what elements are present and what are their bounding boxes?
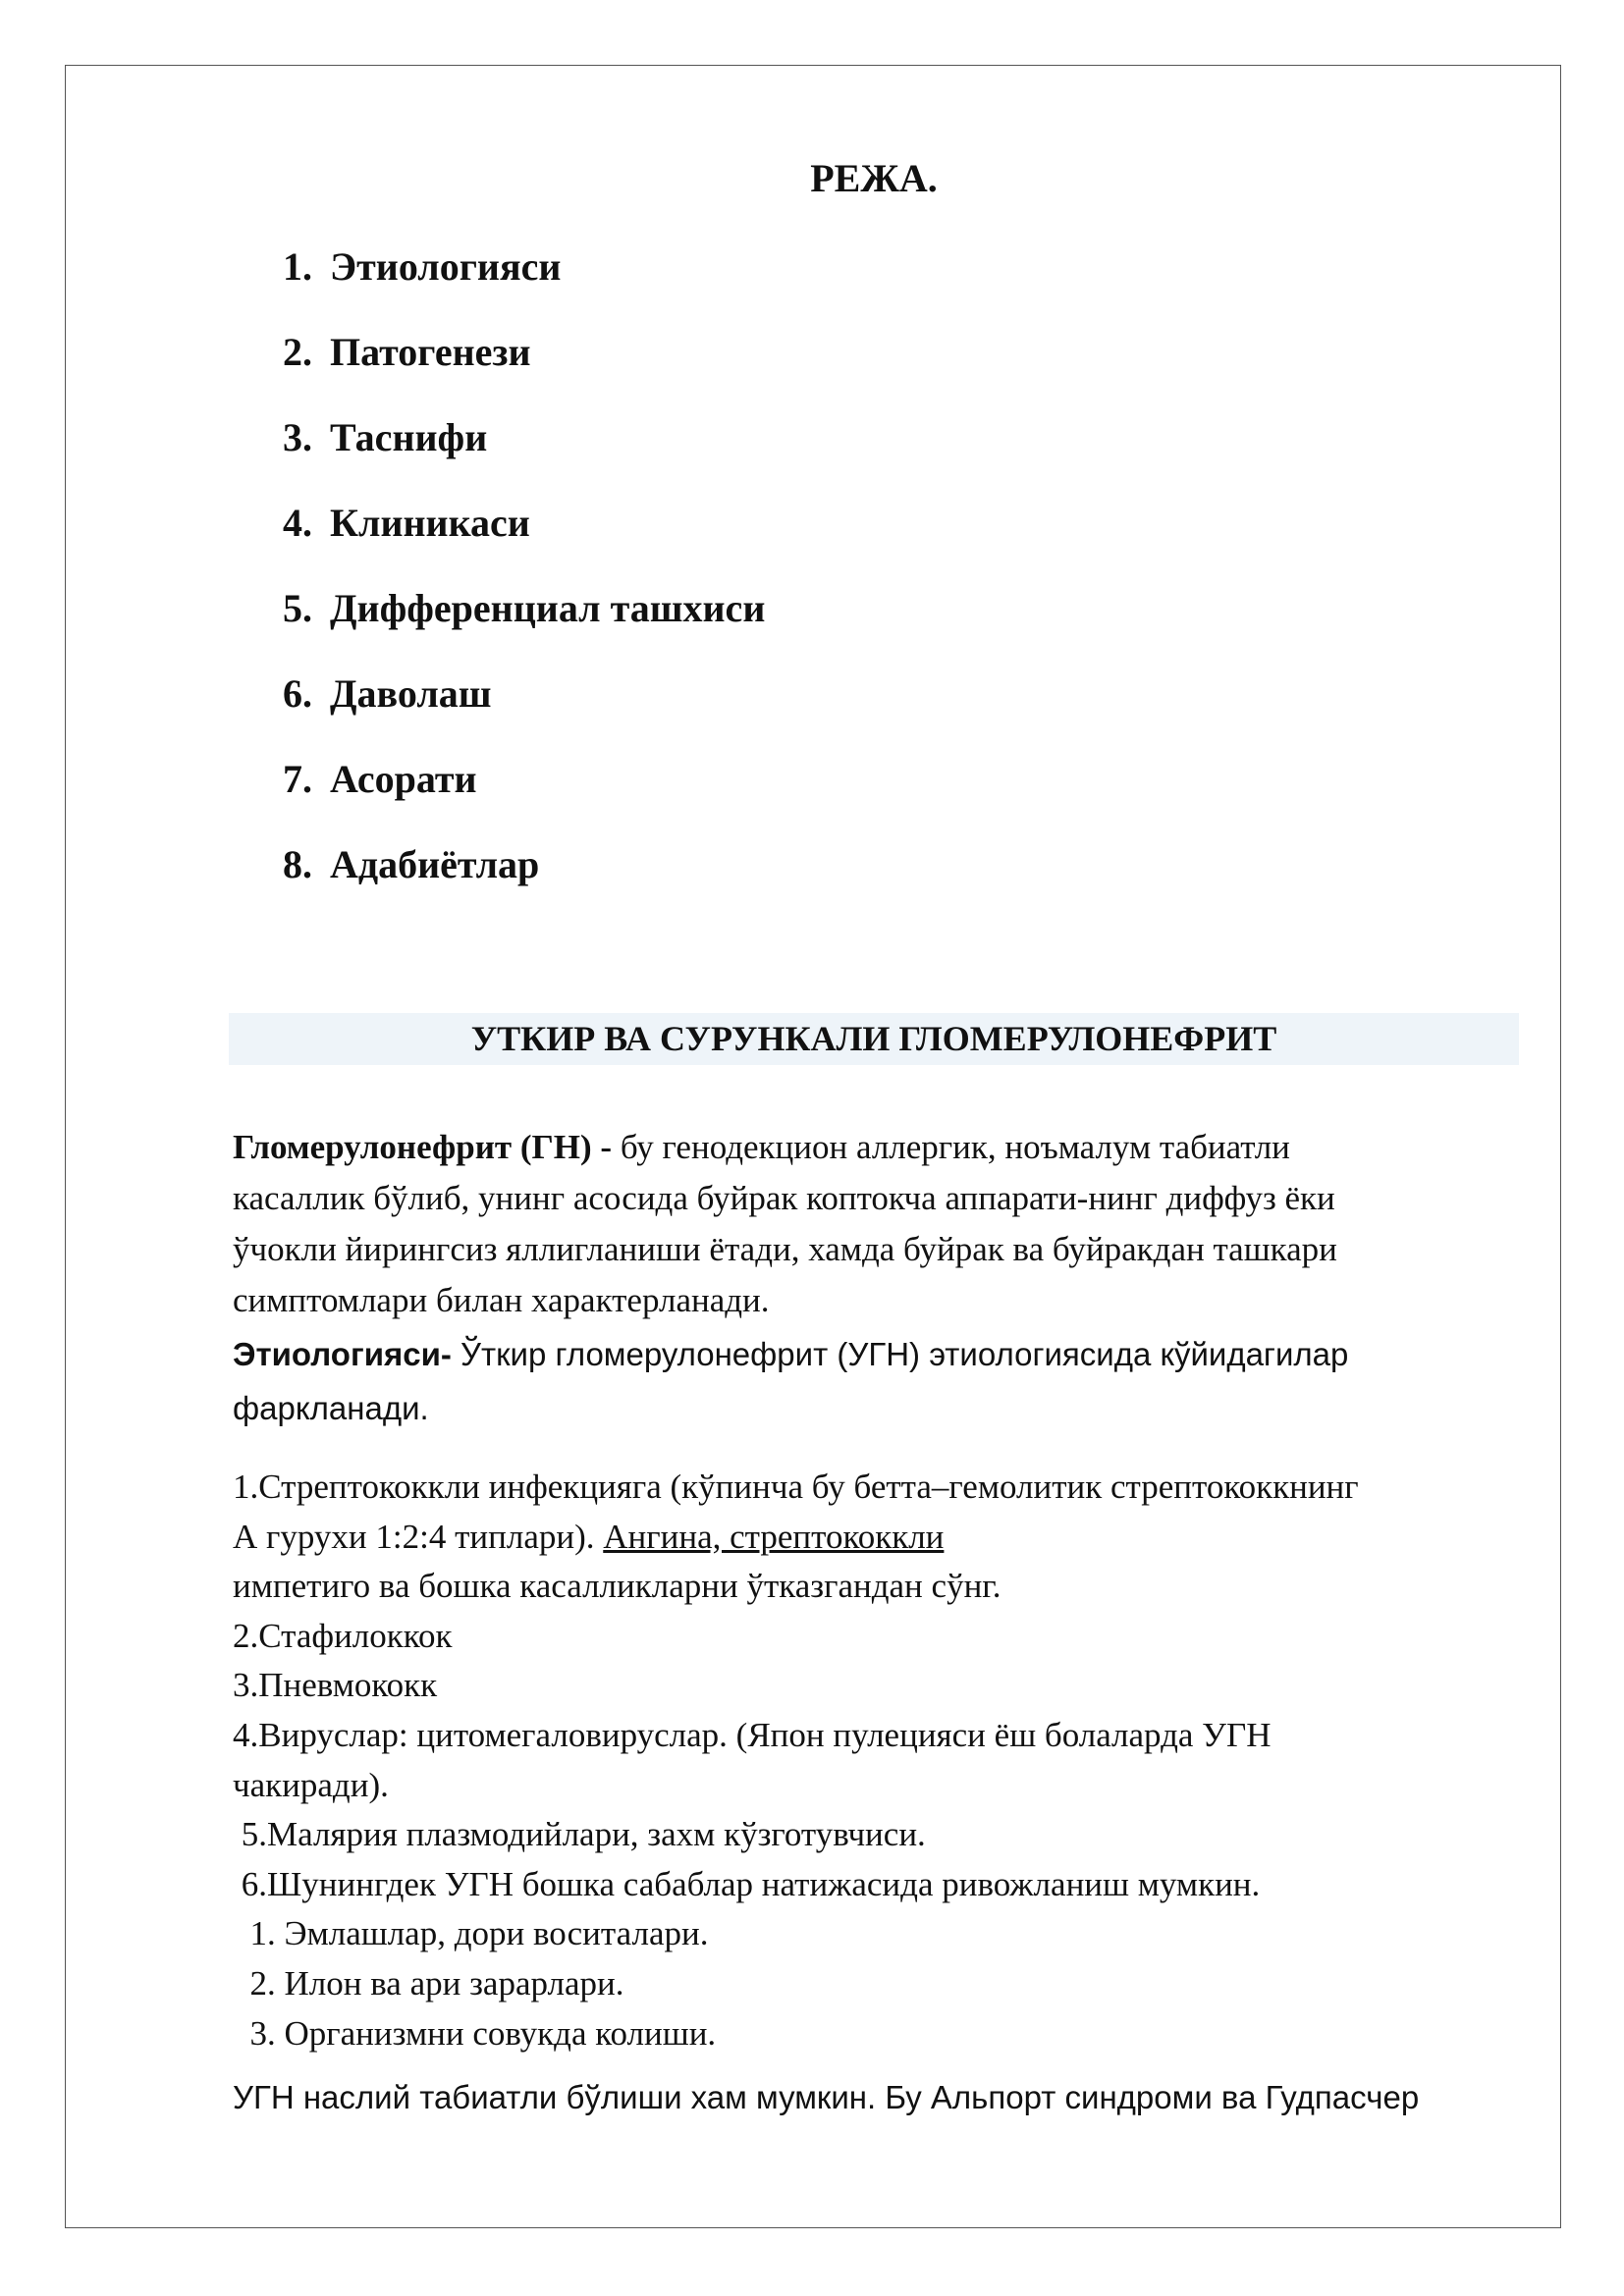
plan-item: 4. Клиникаси	[283, 501, 530, 545]
plan-item: 5. Дифференциал ташхиси	[283, 586, 766, 630]
text-line: касаллик бўлиб, унинг асосида буйрак коптокча аппарати-нинг диффуз ёки	[233, 1179, 1335, 1217]
cause-subitem: 2. Илон ва ари зарарлари.	[233, 1963, 624, 2002]
text-line: Гломерулонефрит (ГН) - бу генодекцион аллергик, ноъмалум табиатли	[233, 1128, 1290, 1166]
underlined-text: Ангина, стрептококкли	[603, 1517, 945, 1556]
cause-item: 3.Пневмококк	[233, 1666, 438, 1705]
cause-item: 6.Шунингдек УГН бошка сабаблар натижасида ривожланиш мумкин.	[233, 1864, 1261, 1903]
cause-subitem: 1. Эмлашлар, дори воситалари.	[233, 1914, 709, 1953]
text-line: Этиологияси- Ўткир гломерулонефрит (УГН) этиологиясида кўйидагилар	[233, 1336, 1349, 1372]
plan-item: 3. Таснифи	[283, 415, 488, 459]
heredity-text: УГН наслий табиатли бўлиши хам мумкин. Бу Альпорт синдроми ва Гудпасчер	[233, 2079, 1420, 2115]
cause-item: 1.Стрептококкли инфекцияга (кўпинча бу бетта–гемолитик стрептококкнинг	[233, 1468, 1359, 1506]
plan-item: 7. Асорати	[283, 757, 477, 801]
text-line: фаркланади.	[233, 1390, 429, 1426]
cause-item: 5.Малярия плазмодийлари, захм кўзготувчиси.	[233, 1815, 926, 1854]
cause-item: импетиго ва бошка касалликларни ўтказгандан сўнг.	[233, 1567, 1001, 1606]
plan-item: 1. Этиологияси	[283, 244, 562, 289]
cause-item: чакиради).	[233, 1765, 389, 1804]
text-line: ўчокли йирингсиз яллигланиши ётади, хамда буйрак ва буйракдан ташкари	[233, 1230, 1337, 1268]
definition-term: Гломерулонефрит (ГН) -	[233, 1128, 613, 1166]
cause-item: 2.Стафилоккок	[233, 1616, 453, 1655]
causes-list	[233, 1463, 1529, 2058]
plan-item: 2. Патогенези	[283, 330, 531, 374]
etiology-term: Этиологияси-	[233, 1336, 452, 1372]
cause-item: А гурухи 1:2:4 типлари). Ангина, стрептококкли	[233, 1517, 945, 1556]
definition-paragraph	[233, 1122, 1509, 1326]
plan-title: РЕЖА.	[810, 156, 938, 200]
cause-item: 4.Вируслар: цитомегаловируслар. (Япон пулецияси ёш болаларда УГН	[233, 1715, 1272, 1754]
plan-item: 8. Адабиётлар	[283, 842, 540, 886]
section-heading: УТКИР ВА СУРУНКАЛИ ГЛОМЕРУЛОНЕФРИТ	[470, 1019, 1277, 1058]
plan-list	[283, 240, 765, 923]
text-line: симптомлари билан характерланади.	[233, 1281, 770, 1319]
plan-item: 6. Даволаш	[283, 671, 492, 716]
cause-subitem: 3. Организмни совукда колиши.	[233, 2013, 717, 2053]
etiology-paragraph	[233, 1327, 1529, 1435]
